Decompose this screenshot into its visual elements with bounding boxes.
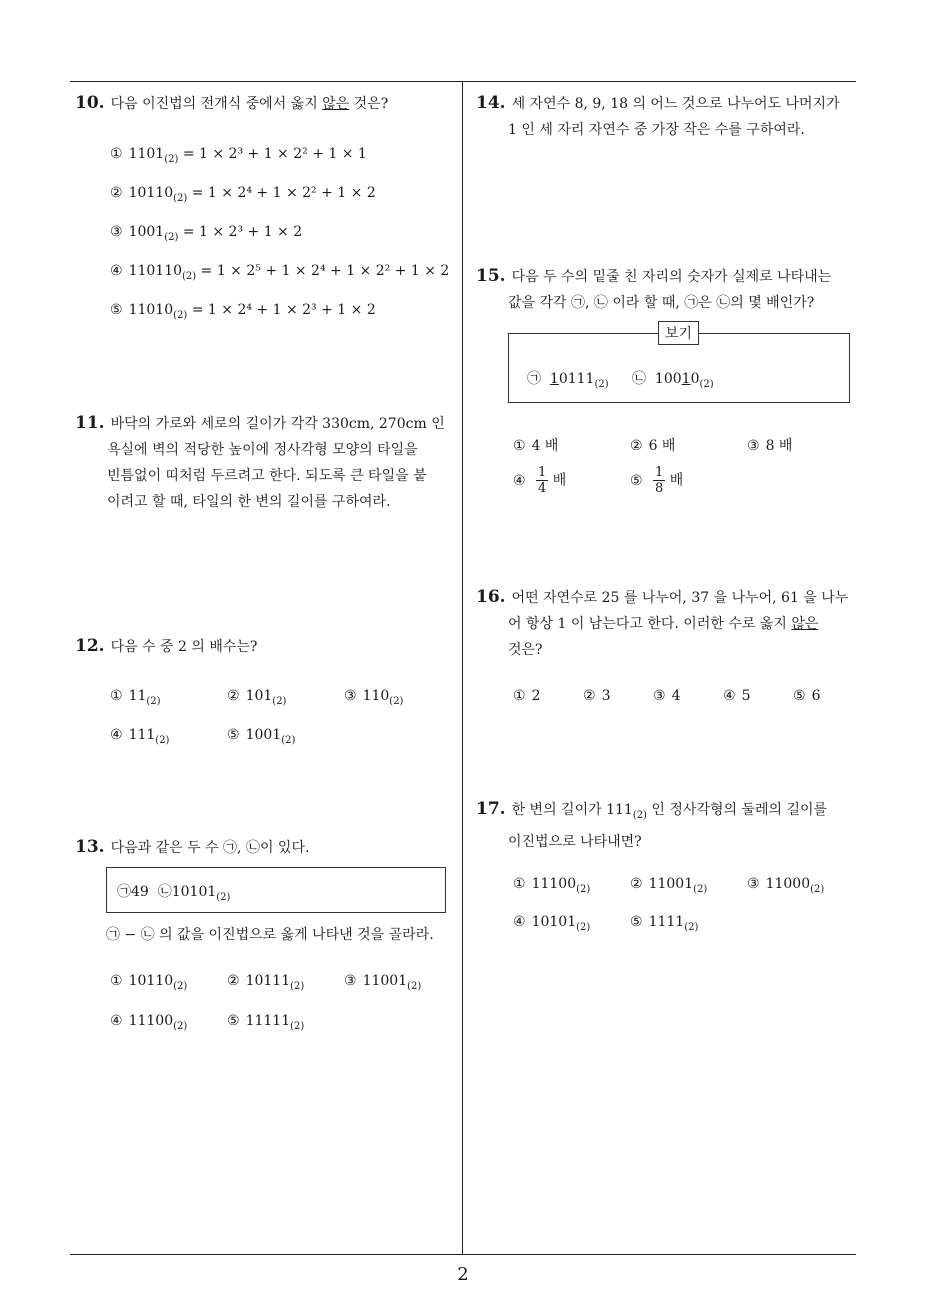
question-13-prompt: 13. 다음과 같은 두 수 ㉠, ㉡이 있다. xyxy=(75,837,310,857)
question-number: 11. xyxy=(75,413,105,433)
q17-choice-5[interactable]: ⑤ $1111_{(2)}$ xyxy=(630,914,699,933)
q16-choice-1[interactable]: ① 2 xyxy=(513,688,541,704)
question-number: 13. xyxy=(75,837,105,857)
page-number: 2 xyxy=(457,1264,469,1285)
fraction: $\frac{1}{4}$ xyxy=(538,465,547,496)
question-number: 17. xyxy=(476,799,506,819)
question-17: 17. 한 변의 길이가 $111_{(2)}$ 인 정사각형의 둘레의 길이를 이진법으로 나타내면? xyxy=(476,799,828,850)
question-14: 14. 세 자연수 8, 9, 18 의 어느 것으로 나누어도 나머지가 1 인 세 자리 자연수 중 가장 작은 수를 구하여라. xyxy=(476,93,840,138)
q17-choice-3[interactable]: ③ $11000_{(2)}$ xyxy=(747,876,825,895)
q15-choice-3[interactable]: ③ 8 배 xyxy=(747,438,793,454)
question-15: 15. 다음 두 수의 밑줄 친 자리의 숫자가 실제로 나타내는 값을 각각 ㉠, ㉡ 이라 할 때, ㉠은 ㉡의 몇 배인가? xyxy=(476,266,832,311)
question-13 xyxy=(75,834,460,861)
question-number: 12. xyxy=(75,636,105,656)
q16-choice-2[interactable]: ② 3 xyxy=(583,688,611,704)
question-10-prompt: 10. 다음 이진법의 전개식 중에서 옳지 않은 것은? xyxy=(75,93,389,113)
question-10 xyxy=(75,90,460,117)
q12-choice-5[interactable]: ⑤ $1001_{(2)}$ xyxy=(227,727,296,746)
q10-choice-5[interactable]: ⑤ $11010_{(2)} = 1 \times 2^4 + 1 \times 2^3 + 1 \times 2$ xyxy=(110,302,376,321)
fraction: $\frac{1}{8}$ xyxy=(655,465,664,496)
q10-choice-2[interactable]: ② $10110_{(2)} = 1 \times 2^4 + 1 \times 2^2 + 1 \times 2$ xyxy=(110,185,376,204)
q13-choice-2[interactable]: ② $10111_{(2)}$ xyxy=(227,973,305,992)
bottom-rule xyxy=(70,1254,856,1255)
question-16: 16. 어떤 자연수로 25 를 나누어, 37 을 나누어, 61 을 나누 어 항상 1 이 남는다고 한다. 이러한 수로 옳지 않은 것은? xyxy=(476,587,849,658)
q12-choice-1[interactable]: ① $11_{(2)}$ xyxy=(110,688,161,707)
q10-choice-4[interactable]: ④ $110110_{(2)} = 1 \times 2^5 + 1 \times 2^4 + 1 \times 2^2 + 1 \times 2$ xyxy=(110,263,450,282)
question-12 xyxy=(75,633,460,660)
q13-given-box: ㉠49 $㉡10101_{(2)}$ xyxy=(106,867,446,913)
question-number: 15. xyxy=(476,266,506,286)
q15-choice-5[interactable]: ⑤ $\frac{1}{8}$ 배 xyxy=(630,465,684,496)
q12-choice-4[interactable]: ④ $111_{(2)}$ xyxy=(110,727,170,746)
question-number: 14. xyxy=(476,93,506,113)
q15-example-title: 보기 xyxy=(658,321,699,345)
q13-choice-5[interactable]: ⑤ $11111_{(2)}$ xyxy=(227,1013,305,1032)
q16-choice-4[interactable]: ④ 5 xyxy=(723,688,751,704)
q17-choice-1[interactable]: ① $11100_{(2)}$ xyxy=(513,876,591,895)
q15-choice-1[interactable]: ① 4 배 xyxy=(513,438,559,454)
q15-choice-4[interactable]: ④ $\frac{1}{4}$ 배 xyxy=(513,465,567,496)
question-number: 10. xyxy=(75,93,105,113)
q13-choice-1[interactable]: ① $10110_{(2)}$ xyxy=(110,973,188,992)
q15-example-item-1: ㉠ $10111_{(2)}$ xyxy=(527,371,609,390)
question-number: 16. xyxy=(476,587,506,607)
q16-choice-5[interactable]: ⑤ 6 xyxy=(793,688,821,704)
q13-choice-4[interactable]: ④ $11100_{(2)}$ xyxy=(110,1013,188,1032)
q13-choice-3[interactable]: ③ $11001_{(2)}$ xyxy=(344,973,422,992)
q12-choice-3[interactable]: ③ $110_{(2)}$ xyxy=(344,688,404,707)
top-rule xyxy=(70,81,856,82)
q17-choice-4[interactable]: ④ $10101_{(2)}$ xyxy=(513,914,591,933)
q16-choice-3[interactable]: ③ 4 xyxy=(653,688,681,704)
q17-choice-2[interactable]: ② $11001_{(2)}$ xyxy=(630,876,708,895)
question-11: 11. 바닥의 가로와 세로의 길이가 각각 330cm, 270cm 인 욕실에 벽의 적당한 높이에 정사각형 모양의 타일을 빈틈없이 띠처럼 두르려고 한다. 되도록 큰 타일을 붙 이려고 할 때, 타일의 한 변의 길이를 구하여라. xyxy=(75,413,445,510)
q15-example-item-2: ㉡ $10010_{(2)}$ xyxy=(632,371,714,390)
q10-choice-1[interactable]: ① $1101_{(2)} = 1 \times 2^3 + 1 \times 2^2 + 1 \times 1$ xyxy=(110,146,367,165)
q15-choice-2[interactable]: ② 6 배 xyxy=(630,438,676,454)
column-divider xyxy=(462,81,463,1255)
q12-choice-2[interactable]: ② $101_{(2)}$ xyxy=(227,688,287,707)
question-12-prompt: 12. 다음 수 중 2 의 배수는? xyxy=(75,636,258,656)
q13-subprompt: ㉠ − ㉡ 의 값을 이진법으로 옳게 나타낸 것을 골라라. xyxy=(106,927,434,943)
q10-choice-3[interactable]: ③ $1001_{(2)} = 1 \times 2^3 + 1 \times 2$ xyxy=(110,224,303,243)
